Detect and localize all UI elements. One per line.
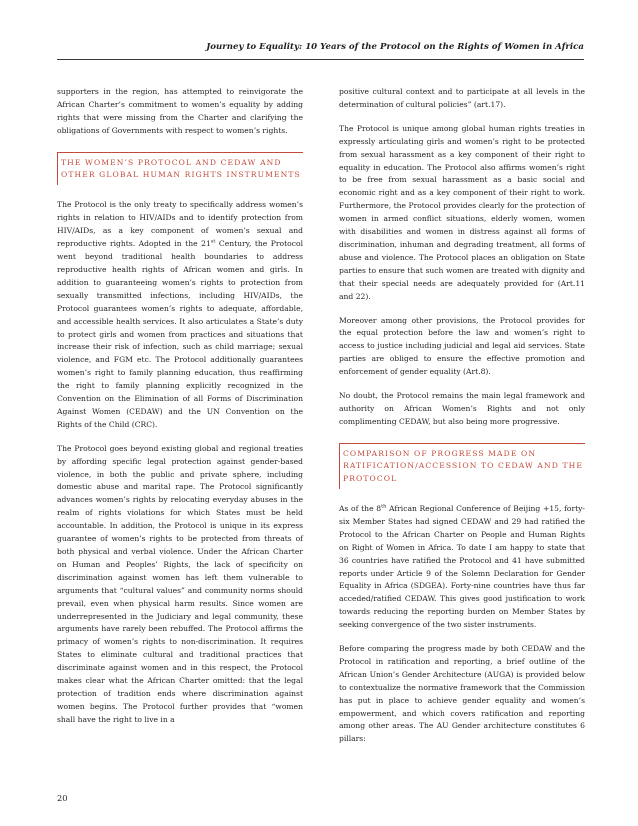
heading-line: PROTOCOL: [343, 473, 398, 483]
superscript: th: [381, 503, 387, 510]
paragraph: positive cultural context and to participate at all levels in the determination of cultural policies” (art.17).: [339, 87, 585, 109]
paragraph: The Protocol is unique among global human rights treaties in expressly articulating girls and women’s right to be protected from sexual harassment as a key component of their right to equality in education. The Protocol also affirms women’s right to be free from sexual harassment as a basic social and economic right and as a key component of their right to work. Furthermore, the Protocol provides clearly for the protection of women in armed conflict situations, elderly women, women with disabilities and women in distress against all forms of discrimination, inhuman and degrading treatment, all forms of abuse and violence. The Protocol places an obligation on State parties to ensure that such women are treated with dignity and that their special needs are adequately provided for (Art.11 and 22).: [339, 123, 585, 301]
paragraph: Before comparing the progress made by both CEDAW and the Protocol in ratification and reporting, a brief outline of the African Union’s Gender Architecture (AUGA) is provided below to contextualize the normative framework that the Commission has put in place to achieve gender equality and women’s empowerment, and which covers ratification and reporting among other areas. The AU Gender architecture constitutes 6 pillars:: [339, 644, 585, 744]
superscript: st: [210, 238, 216, 245]
section-heading-womens-protocol: [57, 152, 303, 186]
text-run: As of the 8: [339, 503, 382, 513]
paragraph: [57, 199, 303, 431]
text-run: Century, the Protocol went beyond traditional health boundaries to address reproductive health rights of African women and girls. In addition to guaranteeing women’s rights to protection from sexually transmitted infections, including HIV/AIDs, the Protocol guarantees women’s rights to adequate, affordable, and accessible health services. It also articulates a State’s duty to protect girls and women from practices and situations that increase their risk of infection, such as child marriage; sexual violence, and FGM etc. The Protocol additionally guarantees women’s right to family planning education, thus reaffirming the right to family planning explicitly recognized in the Convention on the Elimination of all Forms of Discrimination Against Women (CEDAW) and the UN Convention on the Rights of the Child (CRC).: [57, 239, 303, 429]
running-header: Journey to Equality: 10 Years of the Protocol on the Rights of Women in Africa: [206, 42, 584, 52]
heading-line: RATIFICATION/ACCESSION TO CEDAW AND THE: [343, 461, 583, 471]
heading-line: COMPARISON OF PROGRESS MADE ON: [343, 448, 537, 458]
paragraph: No doubt, the Protocol remains the main legal framework and authority on African Women’s Rights and not only complimenting CEDAW, but also being more progressive.: [339, 391, 585, 426]
heading-line: OTHER GLOBAL HUMAN RIGHTS INSTRUMENTS: [61, 170, 301, 180]
text-run: African Regional Conference of Beijing +15, forty-six Member States had signed CEDAW and 29 had ratified the Protocol to the African Charter on People and Human Rights on Right of Women in Africa. To date I am happy to state that 36 countries have ratified the Protocol and 41 have submitted reports under Article 9 of the Solemn Declaration for Gender Equality in Africa (SDGEA). Forty-nine countries have thus far acceded/ratified CEDAW. This gives good justification to work towards reducing the reporting burden on Member States by seeking convergence of the two sister instruments.: [339, 503, 585, 630]
right-column: [339, 86, 585, 757]
page-number: 20: [57, 793, 68, 803]
paragraph: Moreover among other provisions, the Protocol provides for the equal protection before the law and women’s right to access to justice including judicial and legal aid services. State parties are obliged to ensure the effective promotion and enforcement of gender equality (Art.8).: [339, 315, 585, 377]
paragraph: The Protocol goes beyond existing global and regional treaties by affording specific legal protection against gender-based violence, in both the public and private sphere, including domestic abuse and marital rape. The Protocol significantly advances women’s rights by relocating everyday abuses in the realm of rights violations for which States must be held accountable. In addition, the Protocol is unique in its express guarantee of women’s rights to be protected from threats of both physical and verbal violence. Under the African Charter on Human and Peoples’ Rights, the lack of specificity on discrimination against women has left them vulnerable to arguments that “cultural values” and community norms should prevail, even when physical harm results. Since women are underrepresented in the Judiciary and legal community, these arguments have rarely been rebuffed. The Protocol affirms the primacy of women’s rights to non-discrimination. It requires States to eliminate cultural and traditional practices that discriminate against women and in this respect, the Protocol makes clear what the African Charter omitted: that the legal protection of tradition ends where discrimination against women begins. The Protocol further provides that “women shall have the right to live in a: [57, 443, 303, 724]
text-run: The Protocol is the only treaty to specifically address women’s rights in relation to HIV/AIDs and to identify protection from HIV/AIDs, as a key component of women’s sexual and reproductive rights. Adopted in the 21: [57, 200, 303, 249]
header-rule: [57, 59, 584, 60]
section-heading-comparison: [339, 443, 585, 489]
heading-line: THE WOMEN’S PROTOCOL AND CEDAW AND: [61, 157, 282, 167]
left-column: [57, 86, 303, 738]
paragraph: supporters in the region, has attempted to reinvigorate the African Charter’s commitment to women’s equality by adding rights that were missing from the Charter and clarifying the obligations of Governments with respect to women’s rights.: [57, 87, 303, 135]
paragraph: [339, 503, 585, 632]
